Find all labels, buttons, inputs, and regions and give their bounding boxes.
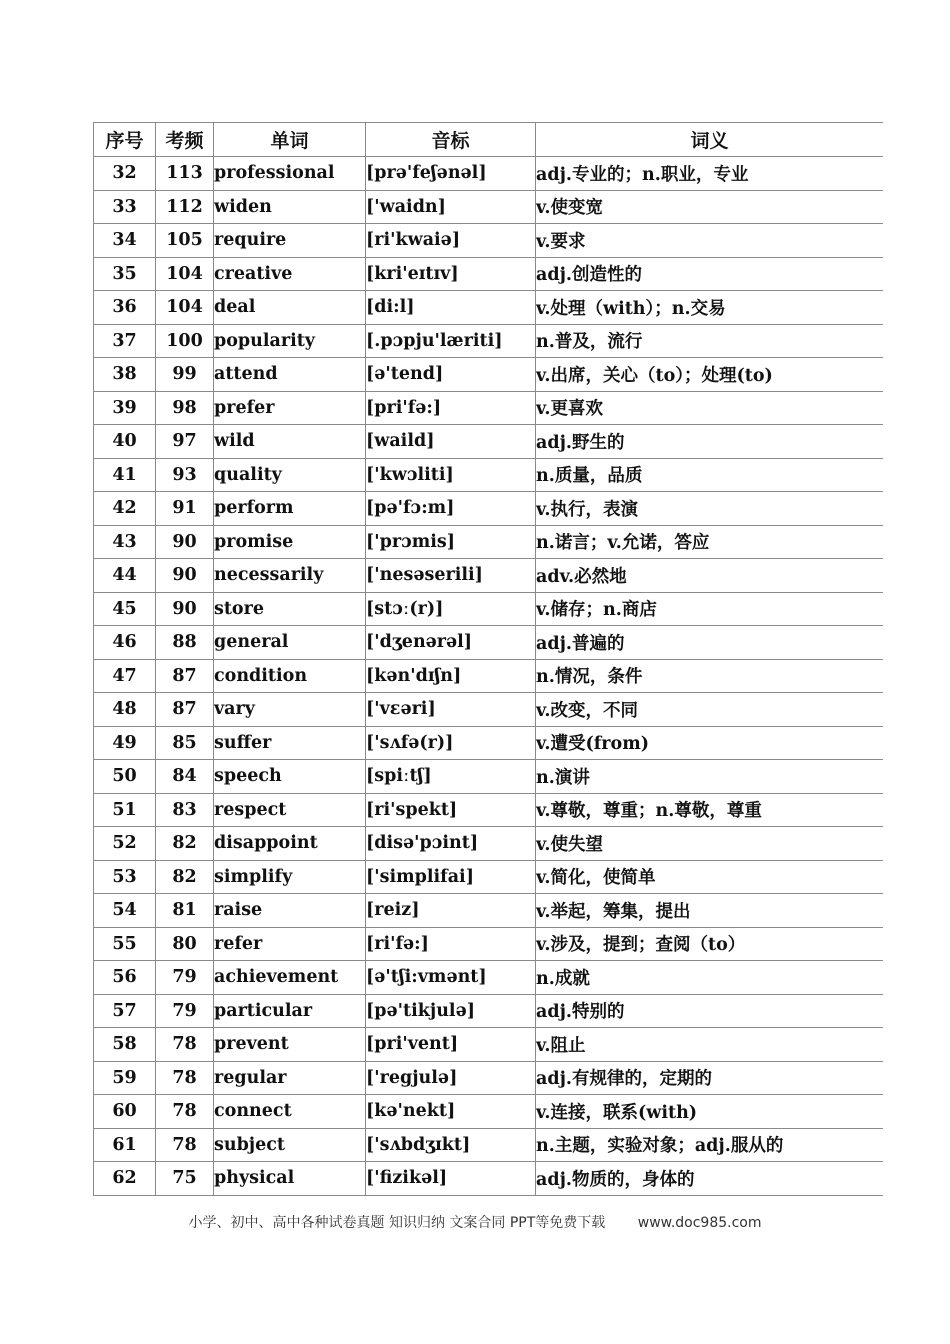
row-meaning: v.连接，联系(with) xyxy=(536,1095,884,1129)
table-row xyxy=(94,793,884,827)
row-phonetic: [waild] xyxy=(366,425,536,459)
row-word: wild xyxy=(214,425,366,459)
row-meaning: adj.野生的 xyxy=(536,425,884,459)
table-header-row xyxy=(94,123,884,157)
row-frequency: 83 xyxy=(156,793,214,827)
row-index: 61 xyxy=(94,1128,156,1162)
header-index: 序号 xyxy=(94,123,156,157)
row-phonetic: [ri'fə:] xyxy=(366,927,536,961)
row-word: connect xyxy=(214,1095,366,1129)
row-index: 62 xyxy=(94,1162,156,1196)
row-meaning: v.简化，使简单 xyxy=(536,860,884,894)
row-word: physical xyxy=(214,1162,366,1196)
row-phonetic: [disə'pɔint] xyxy=(366,827,536,861)
table-row xyxy=(94,927,884,961)
row-meaning: v.举起，筹集，提出 xyxy=(536,894,884,928)
row-word: necessarily xyxy=(214,559,366,593)
row-phonetic: ['sʌbdʒɪkt] xyxy=(366,1128,536,1162)
row-frequency: 78 xyxy=(156,1028,214,1062)
row-word: perform xyxy=(214,492,366,526)
row-index: 50 xyxy=(94,760,156,794)
row-index: 57 xyxy=(94,994,156,1028)
table-row xyxy=(94,559,884,593)
table-row xyxy=(94,659,884,693)
row-phonetic: [prə'feʃənəl] xyxy=(366,157,536,191)
row-phonetic: ['kwɔliti] xyxy=(366,458,536,492)
row-frequency: 113 xyxy=(156,157,214,191)
row-frequency: 81 xyxy=(156,894,214,928)
row-word: professional xyxy=(214,157,366,191)
header-frequency: 考频 xyxy=(156,123,214,157)
row-meaning: v.遭受(from) xyxy=(536,726,884,760)
row-meaning: adj.专业的；n.职业，专业 xyxy=(536,157,884,191)
row-frequency: 90 xyxy=(156,559,214,593)
row-frequency: 105 xyxy=(156,224,214,258)
row-frequency: 79 xyxy=(156,961,214,995)
row-word: widen xyxy=(214,190,366,224)
row-meaning: v.储存；n.商店 xyxy=(536,592,884,626)
table-row xyxy=(94,224,884,258)
row-word: raise xyxy=(214,894,366,928)
table-row xyxy=(94,1028,884,1062)
row-frequency: 78 xyxy=(156,1095,214,1129)
table-row xyxy=(94,324,884,358)
row-phonetic: [kə'nekt] xyxy=(366,1095,536,1129)
row-phonetic: ['dʒenərəl] xyxy=(366,626,536,660)
row-meaning: n.成就 xyxy=(536,961,884,995)
row-phonetic: [kən'dɪʃn] xyxy=(366,659,536,693)
row-frequency: 87 xyxy=(156,659,214,693)
row-phonetic: ['fizikəl] xyxy=(366,1162,536,1196)
row-frequency: 80 xyxy=(156,927,214,961)
row-phonetic: ['waidn] xyxy=(366,190,536,224)
row-phonetic: [pri'fə:] xyxy=(366,391,536,425)
row-phonetic: ['sʌfə(r)] xyxy=(366,726,536,760)
row-frequency: 104 xyxy=(156,257,214,291)
row-word: creative xyxy=(214,257,366,291)
row-frequency: 91 xyxy=(156,492,214,526)
row-phonetic: [reiz] xyxy=(366,894,536,928)
row-word: condition xyxy=(214,659,366,693)
row-index: 48 xyxy=(94,693,156,727)
table-row xyxy=(94,291,884,325)
row-word: refer xyxy=(214,927,366,961)
row-index: 53 xyxy=(94,860,156,894)
row-meaning: v.阻止 xyxy=(536,1028,884,1062)
row-meaning: v.更喜欢 xyxy=(536,391,884,425)
table-row xyxy=(94,1162,884,1196)
row-phonetic: [di:l] xyxy=(366,291,536,325)
table-row xyxy=(94,894,884,928)
row-phonetic: ['prɔmis] xyxy=(366,525,536,559)
row-word: regular xyxy=(214,1061,366,1095)
row-meaning: n.主题，实验对象；adj.服从的 xyxy=(536,1128,884,1162)
row-meaning: adv.必然地 xyxy=(536,559,884,593)
table-row xyxy=(94,391,884,425)
row-meaning: v.执行，表演 xyxy=(536,492,884,526)
row-index: 60 xyxy=(94,1095,156,1129)
row-index: 52 xyxy=(94,827,156,861)
row-index: 55 xyxy=(94,927,156,961)
row-frequency: 100 xyxy=(156,324,214,358)
row-word: subject xyxy=(214,1128,366,1162)
row-meaning: n.演讲 xyxy=(536,760,884,794)
row-frequency: 99 xyxy=(156,358,214,392)
table-row xyxy=(94,190,884,224)
row-frequency: 104 xyxy=(156,291,214,325)
row-index: 43 xyxy=(94,525,156,559)
table-row xyxy=(94,961,884,995)
row-meaning: v.使变宽 xyxy=(536,190,884,224)
page-footer xyxy=(0,1212,950,1232)
row-word: quality xyxy=(214,458,366,492)
table-body xyxy=(94,157,884,1196)
table-row xyxy=(94,1095,884,1129)
row-index: 34 xyxy=(94,224,156,258)
row-meaning: n.普及，流行 xyxy=(536,324,884,358)
row-index: 54 xyxy=(94,894,156,928)
row-phonetic: ['nesəserili] xyxy=(366,559,536,593)
row-index: 37 xyxy=(94,324,156,358)
row-index: 59 xyxy=(94,1061,156,1095)
row-index: 35 xyxy=(94,257,156,291)
row-phonetic: ['regjulə] xyxy=(366,1061,536,1095)
header-word: 单词 xyxy=(214,123,366,157)
row-frequency: 79 xyxy=(156,994,214,1028)
row-meaning: n.诺言；v.允诺，答应 xyxy=(536,525,884,559)
row-index: 42 xyxy=(94,492,156,526)
row-meaning: adj.创造性的 xyxy=(536,257,884,291)
row-index: 51 xyxy=(94,793,156,827)
row-index: 44 xyxy=(94,559,156,593)
row-index: 33 xyxy=(94,190,156,224)
row-word: respect xyxy=(214,793,366,827)
row-meaning: n.质量，品质 xyxy=(536,458,884,492)
row-meaning: adj.特别的 xyxy=(536,994,884,1028)
table-row xyxy=(94,1061,884,1095)
row-frequency: 84 xyxy=(156,760,214,794)
row-meaning: v.要求 xyxy=(536,224,884,258)
table-row xyxy=(94,358,884,392)
row-index: 38 xyxy=(94,358,156,392)
row-word: promise xyxy=(214,525,366,559)
table-row xyxy=(94,726,884,760)
row-phonetic: [pə'fɔ:m] xyxy=(366,492,536,526)
row-word: attend xyxy=(214,358,366,392)
table-row xyxy=(94,693,884,727)
row-word: speech xyxy=(214,760,366,794)
row-word: store xyxy=(214,592,366,626)
row-index: 40 xyxy=(94,425,156,459)
row-phonetic: ['simplifai] xyxy=(366,860,536,894)
row-phonetic: [ə'tʃi:vmənt] xyxy=(366,961,536,995)
row-meaning: v.尊敬，尊重；n.尊敬，尊重 xyxy=(536,793,884,827)
footer-url: www.doc985.com xyxy=(637,1215,762,1231)
row-phonetic: [spiːtʃ] xyxy=(366,760,536,794)
row-meaning: v.处理（with）；n.交易 xyxy=(536,291,884,325)
row-meaning: v.出席，关心（to）；处理(to) xyxy=(536,358,884,392)
table-row xyxy=(94,860,884,894)
row-phonetic: [pə'tikjulə] xyxy=(366,994,536,1028)
footer-text: 小学、初中、高中各种试卷真题 知识归纳 文案合同 PPT等免费下载 xyxy=(188,1215,606,1231)
row-meaning: adj.普遍的 xyxy=(536,626,884,660)
row-word: vary xyxy=(214,693,366,727)
row-frequency: 78 xyxy=(156,1128,214,1162)
row-word: require xyxy=(214,224,366,258)
table-row xyxy=(94,525,884,559)
row-frequency: 82 xyxy=(156,827,214,861)
table-row xyxy=(94,492,884,526)
row-phonetic: ['vɛəri] xyxy=(366,693,536,727)
table-row xyxy=(94,994,884,1028)
table-row xyxy=(94,1128,884,1162)
row-index: 58 xyxy=(94,1028,156,1062)
row-index: 39 xyxy=(94,391,156,425)
row-index: 36 xyxy=(94,291,156,325)
row-index: 32 xyxy=(94,157,156,191)
vocabulary-table xyxy=(93,122,883,1196)
table-row xyxy=(94,626,884,660)
table-row xyxy=(94,458,884,492)
row-phonetic: [.pɔpju'læriti] xyxy=(366,324,536,358)
row-meaning: adj.物质的，身体的 xyxy=(536,1162,884,1196)
row-word: achievement xyxy=(214,961,366,995)
row-index: 46 xyxy=(94,626,156,660)
row-phonetic: [pri'vent] xyxy=(366,1028,536,1062)
row-frequency: 87 xyxy=(156,693,214,727)
row-phonetic: [stɔː(r)] xyxy=(366,592,536,626)
vocabulary-table-container xyxy=(93,122,883,1212)
row-index: 49 xyxy=(94,726,156,760)
row-index: 45 xyxy=(94,592,156,626)
row-meaning: adj.有规律的，定期的 xyxy=(536,1061,884,1095)
table-row xyxy=(94,760,884,794)
row-phonetic: [kri'eɪtɪv] xyxy=(366,257,536,291)
row-meaning: v.改变，不同 xyxy=(536,693,884,727)
row-index: 56 xyxy=(94,961,156,995)
row-meaning: n.情况，条件 xyxy=(536,659,884,693)
row-phonetic: [ri'kwaiə] xyxy=(366,224,536,258)
row-word: particular xyxy=(214,994,366,1028)
table-row xyxy=(94,257,884,291)
row-word: popularity xyxy=(214,324,366,358)
row-word: prefer xyxy=(214,391,366,425)
row-frequency: 112 xyxy=(156,190,214,224)
row-frequency: 98 xyxy=(156,391,214,425)
row-meaning: v.涉及，提到；查阅（to） xyxy=(536,927,884,961)
row-index: 41 xyxy=(94,458,156,492)
row-word: general xyxy=(214,626,366,660)
row-frequency: 82 xyxy=(156,860,214,894)
row-frequency: 78 xyxy=(156,1061,214,1095)
row-frequency: 90 xyxy=(156,592,214,626)
row-frequency: 85 xyxy=(156,726,214,760)
row-frequency: 97 xyxy=(156,425,214,459)
row-index: 47 xyxy=(94,659,156,693)
row-word: simplify xyxy=(214,860,366,894)
row-phonetic: [ə'tend] xyxy=(366,358,536,392)
row-phonetic: [ri'spekt] xyxy=(366,793,536,827)
row-word: prevent xyxy=(214,1028,366,1062)
row-frequency: 93 xyxy=(156,458,214,492)
header-meaning: 词义 xyxy=(536,123,884,157)
table-row xyxy=(94,827,884,861)
row-word: suffer xyxy=(214,726,366,760)
row-word: deal xyxy=(214,291,366,325)
table-row xyxy=(94,425,884,459)
header-phonetic: 音标 xyxy=(366,123,536,157)
row-frequency: 75 xyxy=(156,1162,214,1196)
row-frequency: 90 xyxy=(156,525,214,559)
row-meaning: v.使失望 xyxy=(536,827,884,861)
table-row xyxy=(94,592,884,626)
row-word: disappoint xyxy=(214,827,366,861)
table-row xyxy=(94,157,884,191)
row-frequency: 88 xyxy=(156,626,214,660)
